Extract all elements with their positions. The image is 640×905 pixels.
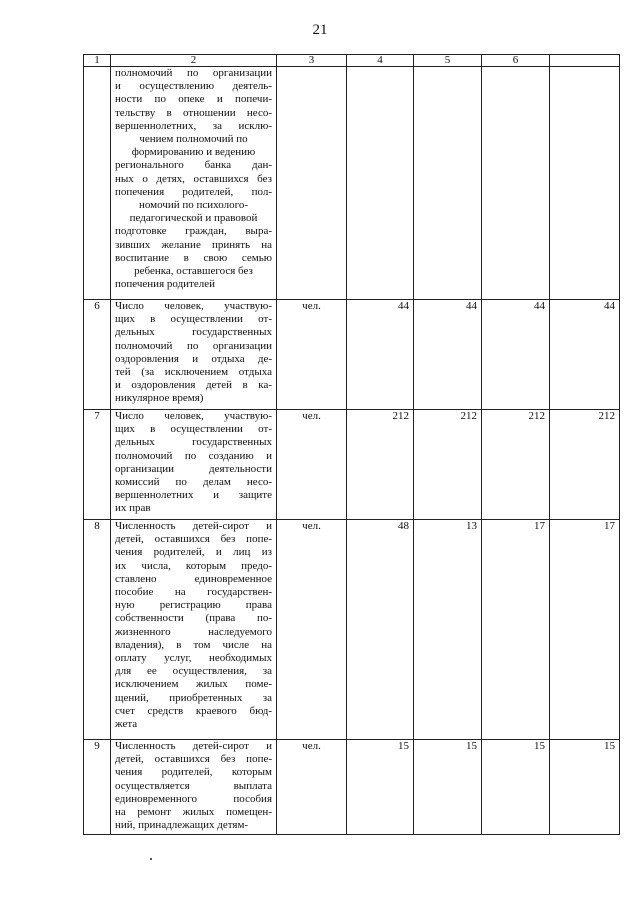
description-line: жизненного наследуемого — [115, 625, 272, 638]
unit-cell: чел. — [277, 740, 347, 835]
value-cell-col6: 17 — [482, 520, 550, 740]
description-line: дельных государственных — [115, 326, 272, 339]
description-line: полномочий по созданию и — [115, 449, 272, 462]
description-line: Число человек, участвую- — [115, 410, 272, 422]
description-line: осуществляется выплата — [115, 779, 272, 792]
header-cell: 3 — [277, 55, 347, 67]
table-row — [84, 410, 620, 520]
table-header-row — [84, 55, 620, 67]
description-line: счет средств краевого бюд- — [115, 704, 272, 717]
description-line: тей (за исключением отдыха — [115, 366, 272, 379]
description-line: детей, оставшихся без попе- — [115, 753, 272, 766]
indicator-description-cell — [111, 67, 277, 300]
table-row — [84, 67, 620, 300]
description-line: полномочий по организации — [115, 339, 272, 352]
description-line: ных о детях, оставшихся без — [115, 172, 272, 185]
description-line: на ремонт жилых помещен- — [115, 806, 272, 819]
description-line: пособие на государствен- — [115, 586, 272, 599]
value-cell-col5: 212 — [414, 410, 482, 520]
indicator-description-cell — [111, 740, 277, 835]
indicator-description-cell — [111, 300, 277, 410]
header-cell: 4 — [347, 55, 414, 67]
description-line: регионального банка дан- — [115, 159, 272, 172]
header-cell: 1 — [84, 55, 111, 67]
description-line: формированию и ведению — [131, 146, 256, 159]
value-cell-col7: 44 — [550, 300, 620, 410]
value-cell-col4: 44 — [347, 300, 414, 410]
description-line: Численность детей-сирот и — [115, 740, 272, 752]
header-cell — [550, 55, 620, 67]
value-cell-col7 — [550, 67, 620, 300]
description-line: ребенка, оставшегося без — [134, 265, 253, 278]
description-line: тельству в отношении несо- — [115, 106, 272, 119]
unit-cell: чел. — [277, 300, 347, 410]
header-cell: 6 — [482, 55, 550, 67]
value-cell-col6 — [482, 67, 550, 300]
data-table — [83, 54, 620, 835]
indicator-description-cell — [111, 410, 277, 520]
page-number: 21 — [312, 22, 328, 38]
description-line: чения родителей, и лиц из — [115, 546, 272, 559]
value-cell-col4: 48 — [347, 520, 414, 740]
description-line: оздоровления и отдыха де- — [115, 352, 272, 365]
description-line: дельных государственных — [115, 436, 272, 449]
value-cell-col7: 15 — [550, 740, 620, 835]
unit-cell — [277, 67, 347, 300]
row-number-cell: 6 — [84, 300, 111, 410]
description-line: для ее осуществления, за — [115, 665, 272, 678]
description-line: никулярное время) — [115, 392, 204, 405]
description-line: педагогической и правовой — [129, 212, 258, 225]
description-line: ную регистрацию права — [115, 599, 272, 612]
description-line: Численность детей-сирот и — [115, 520, 272, 532]
description-line: полномочий по организации — [115, 67, 272, 79]
description-line: организации деятельности — [115, 462, 272, 475]
value-cell-col7: 17 — [550, 520, 620, 740]
description-line: жета — [115, 718, 138, 731]
row-number-cell: 7 — [84, 410, 111, 520]
description-line: попечения родителей — [115, 278, 215, 291]
value-cell-col7: 212 — [550, 410, 620, 520]
description-line: и оздоровления детей в ка- — [115, 379, 272, 392]
value-cell-col6: 44 — [482, 300, 550, 410]
description-line: чения родителей, которым — [115, 766, 272, 779]
indicator-description-cell — [111, 520, 277, 740]
row-number-cell: 8 — [84, 520, 111, 740]
row-number-cell — [84, 67, 111, 300]
table-row — [84, 740, 620, 835]
value-cell-col4 — [347, 67, 414, 300]
description-line: номочий по психолого- — [138, 199, 249, 212]
description-line: ставлено единовременное — [115, 572, 272, 585]
table-row — [84, 520, 620, 740]
description-line: их прав — [115, 502, 151, 515]
description-line: вершеннолетних и защите — [115, 489, 272, 502]
value-cell-col5 — [414, 67, 482, 300]
description-line: единовременного пособия — [115, 792, 272, 805]
description-line: ности по опеке и попечи- — [115, 93, 272, 106]
description-line: попечения родителей, пол- — [115, 185, 272, 198]
description-line: оплату услуг, необходимых — [115, 652, 272, 665]
description-line: и осуществлению деятель- — [115, 80, 272, 93]
description-line: подготовке граждан, выра- — [115, 225, 272, 238]
value-cell-col5: 13 — [414, 520, 482, 740]
value-cell-col4: 212 — [347, 410, 414, 520]
description-line: владения), в том числе на — [115, 638, 272, 651]
description-line: щих в осуществлении от- — [115, 423, 272, 436]
value-cell-col6: 212 — [482, 410, 550, 520]
description-line: детей, оставшихся без попе- — [115, 533, 272, 546]
value-cell-col4: 15 — [347, 740, 414, 835]
scan-speck — [150, 858, 152, 860]
description-line: их числа, которым предо- — [115, 559, 272, 572]
description-line: ний, принадлежащих детям- — [115, 819, 249, 832]
header-cell: 5 — [414, 55, 482, 67]
description-line: воспитание в свою семью — [115, 251, 272, 264]
unit-cell: чел. — [277, 410, 347, 520]
description-line: щих в осуществлении от- — [115, 313, 272, 326]
unit-cell: чел. — [277, 520, 347, 740]
description-line: комиссий по делам несо- — [115, 476, 272, 489]
description-line: исключением жилых поме- — [115, 678, 272, 691]
description-line: зивших желание принять на — [115, 238, 272, 251]
value-cell-col5: 44 — [414, 300, 482, 410]
value-cell-col6: 15 — [482, 740, 550, 835]
description-line: Число человек, участвую- — [115, 300, 272, 312]
description-line: щений, приобретенных за — [115, 691, 272, 704]
description-line: вершеннолетних, за исклю- — [115, 119, 272, 132]
row-number-cell: 9 — [84, 740, 111, 835]
description-line: чением полномочий по — [139, 133, 248, 146]
table-row — [84, 300, 620, 410]
value-cell-col5: 15 — [414, 740, 482, 835]
description-line: собственности (права по- — [115, 612, 272, 625]
header-cell: 2 — [111, 55, 277, 67]
